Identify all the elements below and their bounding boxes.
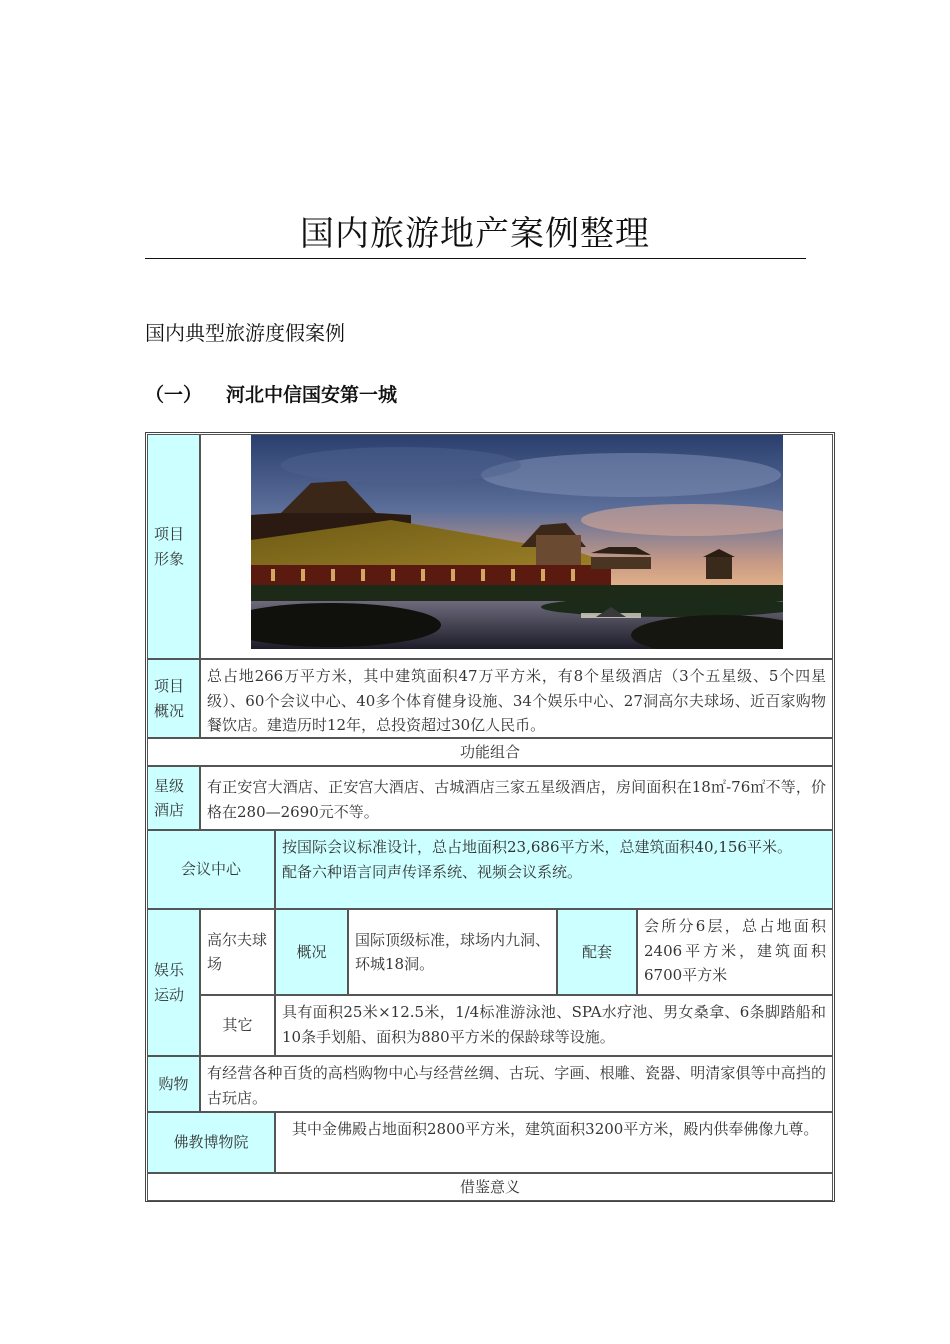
- function-header: 功能组合: [459, 742, 520, 761]
- museum-label: 佛教博物院: [173, 1133, 249, 1152]
- image-label: 项目形象: [154, 525, 185, 568]
- shopping-label-cell: [147, 1056, 200, 1112]
- reference-header-cell: [147, 1173, 833, 1201]
- conference-text-1: 按国际会议标准设计，总占地面积23,686平方米，总建筑面积40,156平米。: [282, 838, 792, 856]
- hotel-label-cell: [147, 766, 200, 830]
- title-divider: [145, 258, 806, 259]
- golf-overview-text: 国际顶级标准，球场内九洞、环城18洞。: [355, 930, 551, 973]
- conference-text-2: 配备六种语言同声传译系统、视频会议系统。: [282, 862, 583, 881]
- golf-facility-text-cell: [637, 909, 833, 995]
- golf-overview-text-cell: [348, 909, 557, 995]
- shopping-text: 有经营各种百货的高档购物中心与经营丝绸、古玩、字画、根雕、瓷器、明清家俱等中高挡的古玩店。: [207, 1064, 826, 1107]
- recreation-label-cell: [147, 909, 200, 1056]
- museum-text-cell: [275, 1112, 833, 1173]
- conference-label: 会议中心: [180, 860, 241, 879]
- conference-label-cell: [147, 830, 275, 909]
- golf-overview-label: 概况: [296, 942, 327, 961]
- case-heading: [145, 380, 397, 410]
- case-title: 河北中信国安第一城: [226, 384, 398, 406]
- golf-overview-label-cell: [275, 909, 348, 995]
- other-text-cell: [275, 995, 833, 1056]
- shopping-label: 购物: [158, 1074, 189, 1093]
- golf-facility-text: 会所分6层，总占地面积2406平方米，建筑面积6700平方米: [644, 917, 826, 984]
- museum-label-cell: [147, 1112, 275, 1173]
- hotel-label: 星级酒店: [154, 776, 185, 819]
- overview-text: 总占地266万平方米，其中建筑面积47万平方米，有8个星级酒店（3个五星级、5个四星级）、60个会议中心、40多个体育健身设施、34个娱乐中心、27洞高尔夫球场、近百家购物餐饮店。建造历时12年，总投资超过30亿人民币。: [207, 667, 826, 734]
- other-text: 具有面积25米×12.5米，1/4标准游泳池、SPA水疗池、男女桑拿、6条脚踏船和10条手划船、面积为880平方米的保龄球等设施。: [282, 1003, 826, 1046]
- resort-palace-image: [251, 435, 783, 649]
- recreation-label: 娱乐运动: [154, 961, 185, 1004]
- reference-header: 借鉴意义: [459, 1177, 520, 1196]
- case-number: （一）: [145, 384, 203, 406]
- overview-label: 项目概况: [154, 677, 185, 720]
- shopping-text-cell: [200, 1056, 833, 1112]
- conference-text-cell: [275, 830, 833, 909]
- image-label-cell: [147, 434, 200, 659]
- overview-label-cell: [147, 659, 200, 738]
- golf-facility-label-cell: [557, 909, 637, 995]
- document-title: 国内旅游地产案例整理: [300, 214, 650, 254]
- overview-text-cell: [200, 659, 833, 738]
- museum-text: 其中金佛殿占地面积2800平方米，建筑面积3200平方米，殿内供奉佛像九尊。: [292, 1120, 819, 1138]
- other-label-cell: [200, 995, 275, 1056]
- golf-label: 高尔夫球场: [207, 930, 268, 973]
- function-header-cell: [147, 738, 833, 766]
- project-photo: [251, 435, 783, 649]
- golf-facility-label: 配套: [581, 942, 612, 961]
- golf-label-cell: [200, 909, 275, 995]
- other-label: 其它: [222, 1016, 253, 1035]
- hotel-text: 有正安宫大酒店、正安宫大酒店、古城酒店三家五星级酒店，房间面积在18㎡-76㎡不等，价格在280—2690元不等。: [207, 778, 826, 821]
- hotel-text-cell: [200, 766, 833, 830]
- section-heading: 国内典型旅游度假案例: [145, 321, 345, 345]
